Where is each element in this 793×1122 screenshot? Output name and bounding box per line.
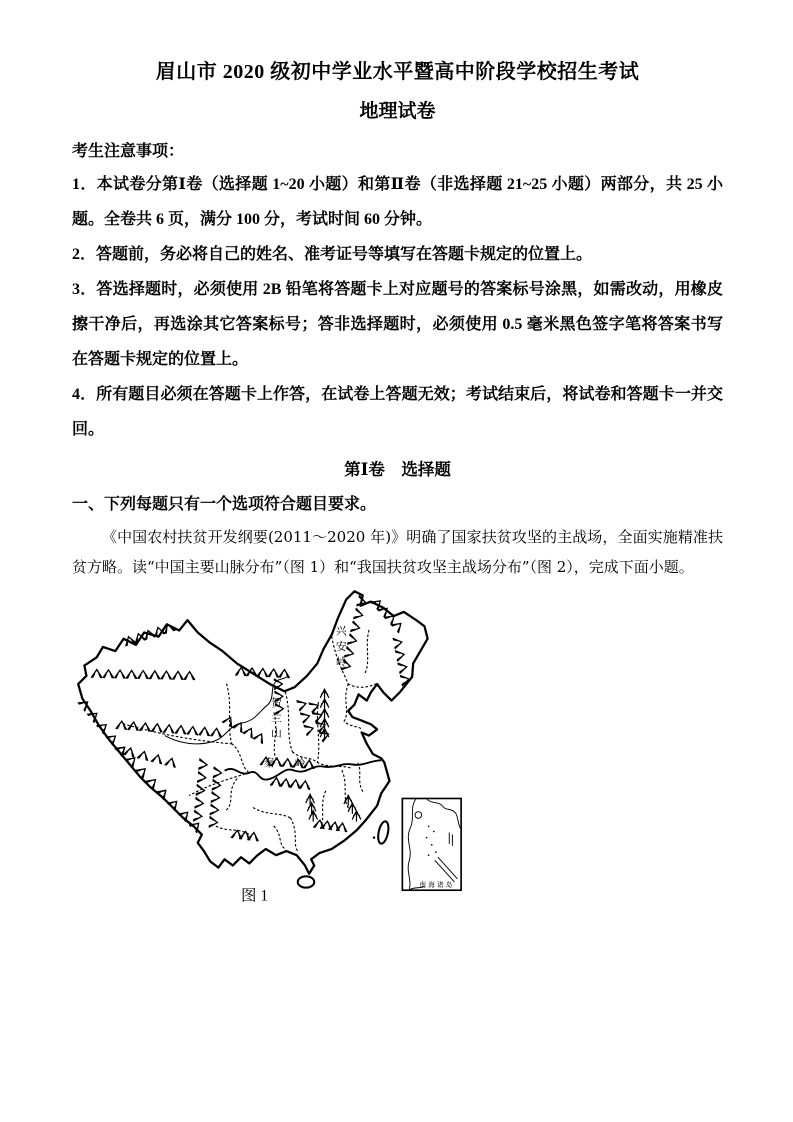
figure-caption: 图 1: [241, 887, 269, 905]
section-header: 第Ⅰ卷 选择题: [344, 460, 451, 479]
part-heading: 一、下列每题只有一个选项符合题目要求。: [72, 496, 377, 513]
page-subtitle: 地理试卷: [359, 101, 436, 122]
notice-item-4: 4．所有题目必须在答题卡上作答，在试卷上答题无效；考试结束后，将试卷和答题卡一并交回。: [72, 386, 723, 438]
inset-label-nanhai: 南 海 诸 岛: [419, 882, 453, 890]
intro-paragraph: 《中国农村扶贫开发纲要(2011～2020 年)》明确了国家扶贫攻坚的主战场，全面实施精准扶贫方略。读“中国主要山脉分布”（图 1）和“我国扶贫攻坚主战场分布”（图 2），完成下面小题。: [72, 528, 723, 576]
figure-1: [72, 588, 723, 910]
china-outline: [78, 591, 427, 873]
map-label-helanshan: 贺兰山: [270, 697, 282, 740]
map-label-qinling: 秦 岭: [263, 757, 306, 770]
mountain-symbols-layer: [78, 596, 410, 841]
notice-item-1: 1．本试卷分第Ⅰ卷（选择题 1~20 小题）和第Ⅱ卷（非选择题 21~25 小题）两部分，共 25 小题。全卷共 6 页，满分 100 分，考试时间 60 分钟。: [72, 176, 723, 228]
map-label-xinganling: 兴安岭: [335, 625, 347, 669]
hainan-island: [298, 876, 314, 887]
notice-heading: 考生注意事项：: [72, 143, 185, 160]
page-title: 眉山市 2020 级初中学业水平暨高中阶段学校招生考试: [155, 61, 640, 83]
notice-item-2: 2．答题前，务必将自己的姓名、准考证号等填写在答题卡规定的位置上。: [72, 246, 593, 263]
taiwan-island: [373, 820, 390, 844]
south-china-sea-inset: [402, 798, 461, 890]
china-mountains-map: [72, 588, 474, 910]
notice-item-3: 3．答选择题时，必须使用 2B 铅笔将答题卡上对应题号的答案标号涂黑，如需改动，用橡皮擦干净后，再选涂其它答案标号；答非选择题时，必须使用 0.5 毫米黑色签字笔将答案书写在答题卡规定的位置上。: [72, 281, 723, 368]
